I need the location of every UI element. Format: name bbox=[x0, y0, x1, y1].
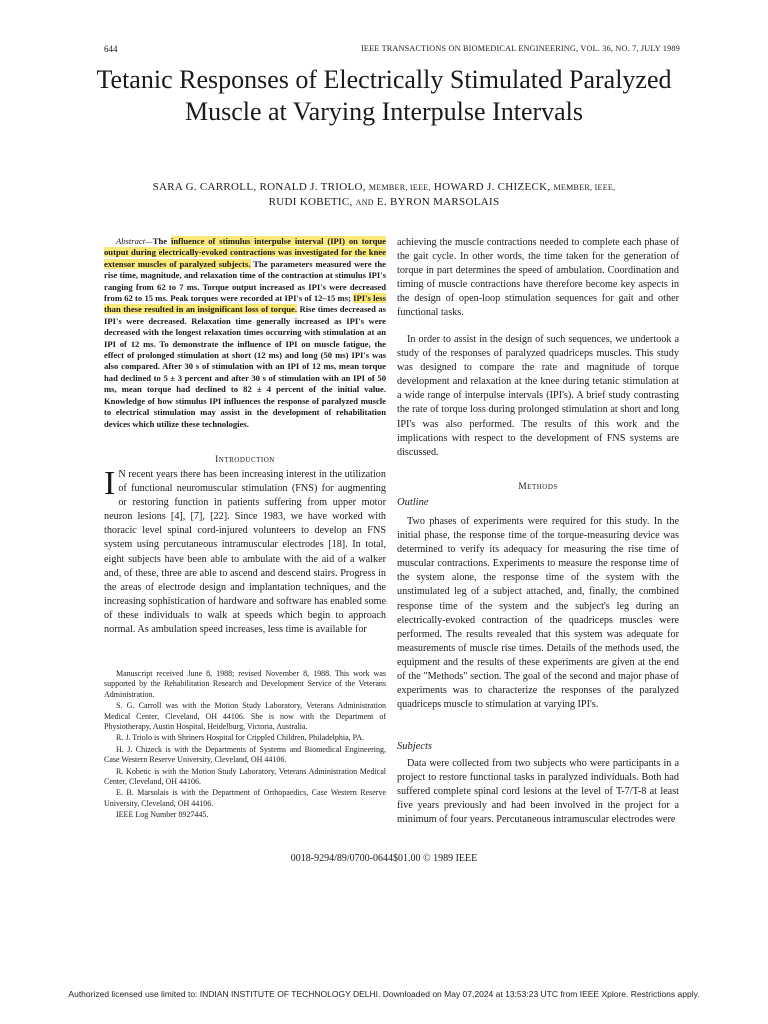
page-number: 644 bbox=[104, 44, 118, 54]
journal-header: IEEE TRANSACTIONS ON BIOMEDICAL ENGINEERING, VOL. 36, NO. 7, JULY 1989 bbox=[360, 44, 680, 53]
introduction-heading: Introduction bbox=[215, 455, 275, 465]
abstract-post: Rise times decreased as IPI's were decreased. Relaxation time generally increased as IPI's were decreased with the longest relaxation times occurring with stimulation at an IPI of 12 ms. To demonstrate the influence of IPI on muscle fatigue, the effect of prolonged stimulation at short (12 ms) and long (50 ms) IPI's was also compared. After 30 s of stimulation with an IPI of 12 ms, mean torque had declined to 5 ± 3 percent and after 30 s of stimulation with an IPI of 50 ms, mean torque had declined to 82 ± 4 percent of the initial value. Knowledge of how stimulus IPI influences the response of paralyzed muscle to electrical stimulation may assist in the development of rehabilitation devices which utilize these technologies. bbox=[104, 304, 386, 429]
copyright-line: 0018-9294/89/0700-0644$01.00 © 1989 IEEE bbox=[290, 853, 478, 864]
authors-part-2: HOWARD J. CHIZECK, bbox=[433, 181, 551, 193]
abstract-highlight-1: influence of stimulus interpulse interval (IPI) on torque output during electrically-evoked contractions was investigated for the knee extensor muscles of paralyzed subjects. bbox=[104, 236, 386, 269]
footnotes bbox=[104, 669, 386, 822]
license-notice: Authorized licensed use limited to: INDIAN INSTITUTE OF TECHNOLOGY DELHI. Downloaded on May 07,2024 at 13:53:23 UTC from IEEE Xplore. Restrictions apply. bbox=[68, 989, 700, 999]
author-line-2 bbox=[90, 195, 678, 210]
member-label: MEMBER, IEEE, bbox=[553, 183, 616, 192]
authors-part-3: RUDI KOBETIC, bbox=[268, 196, 353, 208]
abstract-middle: The parameters measured were the rise time, magnitude, and relaxation time of the contraction at stimulus IPI's ranging from 62 to 7 ms. Torque output increased as IPI's were decreased from 62 to 15 ms. Peak torques were recorded at IPI's of 12–15 ms; bbox=[104, 258, 386, 304]
methods-heading: Methods bbox=[518, 482, 558, 492]
introduction-body bbox=[104, 465, 386, 637]
footnote: Manuscript received June 8, 1988; revised November 8, 1988. This work was supported by the Rehabilitation Research and Development Service of the Veterans Administration. bbox=[104, 669, 386, 699]
subjects-subheading: Subjects bbox=[397, 741, 432, 752]
footnote: H. J. Chizeck is with the Departments of Systems and Biomedical Engineering, Case Western Reserve University, Cleveland, OH 44106. bbox=[104, 744, 386, 765]
and-word: AND bbox=[355, 198, 374, 207]
authors-part-4: E. BYRON MARSOLAIS bbox=[376, 196, 500, 208]
authors-part-1: SARA G. CARROLL, RONALD J. TRIOLO, bbox=[152, 181, 366, 193]
outline-paragraph: Two phases of experiments were required for this study. In the initial phase, the response time of the torque-measuring device was determined to verify its adequacy for measuring the rise time of muscular contractions. Experiments to measure the response time of the system alone, the response time of the system with the unstimulated leg of a subject attached, and, finally, the combined response time of the system and the subject's leg during an electrically-evoked contraction of the quadriceps muscles were performed. The results revealed that this system was adequate for measurements of muscle rise times. Details of the methods used, the equipment and the results of these experiments are given at the end of the "Methods" section. The goal of the second and major phase of experiments was to characterize the responses of the paralyzed quadriceps muscle to stimulation at varying IPI's. bbox=[397, 516, 679, 711]
intro-continued-paragraph: achieving the muscle contractions needed to complete each phase of the gait cycle. In other words, the time taken for the generation of torque in part determines the speed of ambulation. Coordination and timing of muscle contractions have therefore become key aspects in the design of open-loop stimulation sequences for gait and other functional tasks. bbox=[397, 237, 679, 319]
abstract-lead: Abstract— bbox=[116, 236, 153, 246]
author-list bbox=[90, 180, 678, 210]
author-line-1 bbox=[90, 180, 678, 195]
footnote: R. Kobetic is with the Motion Study Laboratory, Veterans Administration Medical Center, Cleveland, OH 44106. bbox=[104, 766, 386, 787]
outline-subheading: Outline bbox=[397, 497, 429, 508]
introduction-text: N recent years there has been increasing interest in the utilization of functional neuromuscular stimulation (FNS) for augmenting or restoring function in patients suffering from upper motor neuron lesions [4], [7], [22]. Since 1983, we have worked with thoracic level spinal cord-injured volunteers to develop an FNS system using percutaneous intramuscular electrodes [18]. In total, eight subjects have been able to ambulate with the aid of a walker and, of these, three are able to ascend and descend stairs. Progress in the areas of electrode design and implantation techniques, and the increasing sophistication of hardware and software has enabled some of these individuals to walk at speeds which begin to approach normal. As ambulation speed increases, less time is available for bbox=[104, 469, 386, 636]
drop-cap: I bbox=[104, 465, 116, 502]
footnote: IEEE Log Number 8927445. bbox=[116, 810, 209, 820]
abstract bbox=[104, 236, 386, 430]
intro-paragraph-2: In order to assist in the design of such sequences, we undertook a study of the responses of paralyzed quadriceps muscles. This study was designed to compare the rate and magnitude of torque development and relaxation at the knee during tetanic stimulation at a wide range of interpulse intervals (IPI's). A brief study contrasting the rate of torque loss during prolonged stimulation at short and long IPI's was also performed. The results of this work and the implications with respect to the development of FNS systems are discussed. bbox=[397, 334, 679, 458]
footnote: R. J. Triolo is with Shriners Hospital for Crippled Children, Philadelphia, PA. bbox=[116, 733, 365, 743]
footnote: E. B. Marsolais is with the Department of Orthopaedics, Case Western Reserve University, Cleveland, OH 44106. bbox=[104, 788, 386, 808]
subjects-paragraph: Data were collected from two subjects who were participants in a project to restore functional tasks in paralyzed individuals. Both had suffered complete spinal cord lesions at the level of T-7/T-8 at least five years previously and had been involved in the project for a minimum of four years. Percutaneous intramuscular electrodes were bbox=[397, 758, 679, 826]
footnote: S. G. Carroll was with the Motion Study Laboratory, Veterans Administration Medical Center, Cleveland, OH 44106. She is now with the Department of Physiotherapy, Austin Hospital, Heidelburg, Victoria, Australia. bbox=[104, 701, 386, 732]
abstract-pre: The bbox=[152, 236, 171, 246]
member-label: MEMBER, IEEE, bbox=[368, 183, 431, 192]
paper-title: Tetanic Responses of Electrically Stimulated Paralyzed Muscle at Varying Interpulse Intervals bbox=[96, 65, 672, 126]
abstract-highlight-2: IPI's less than these resulted in an insignificant loss of torque. bbox=[104, 293, 386, 315]
